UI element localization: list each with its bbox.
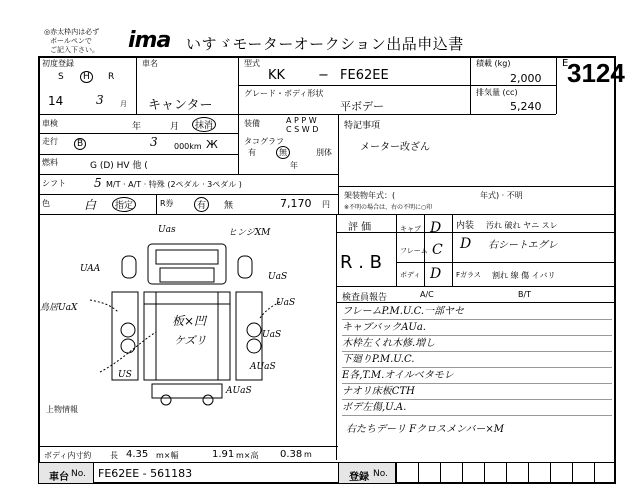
inner-height: 0.38 [280,449,303,460]
chassis-no-label: No. [71,469,86,479]
special-notes-text: メーター改ざん [360,142,430,153]
chassis-number: FE62EE - 561183 [98,467,193,480]
diagram-note: Uas [158,225,176,235]
month-unit: 月 [120,100,127,108]
instruction-note [44,28,99,55]
front-right-wheel [238,256,252,278]
equipment-year-label: 架装物年式：( [344,191,396,200]
inspection-label: 車検 [42,119,58,128]
shift-value: 5 [94,176,102,190]
shift-label: シフト [42,179,66,188]
mileage-value: 3 [150,135,158,149]
diagram-note: ヒンジXM [228,228,271,238]
inspector-note-line: キャブバックAUa. [342,320,612,336]
height-label: m×高 [236,451,259,460]
inner-width: 1.91 [212,449,235,460]
inspector-note-line: フレームP.M.U.C.一部ヤセ [342,304,612,320]
special-notes-label: 特記事項 [344,121,381,131]
instruction-note-line: ご記入下さい。 [50,46,99,54]
interior-score: D [460,236,472,252]
width-label: m×幅 [156,451,179,460]
cab-label: キャブ [400,225,421,233]
recycle-unit: 円 [322,200,330,209]
model-label: 型式 [244,59,260,68]
inspector-notes [342,304,612,416]
interior-condition-note: 右シートエグレ [488,240,558,251]
color-value: 白 [84,198,97,212]
bt-label: B/T [518,290,532,299]
first-registration-label: 初度登録 [42,59,74,68]
inspector-note-line: E各,T.M.オイルベタモレ [342,368,612,384]
registration-no-label: No. [373,469,388,479]
tacho-yes: 有 [248,148,256,157]
mileage-code: B [74,138,86,150]
rear-light-left [161,395,171,405]
fuel-options: G (D) HV 他 ( [90,161,148,171]
first-reg-year: 14 [48,94,64,108]
cab-score: D [430,220,442,236]
tacho-separate: 別体 [316,148,332,157]
glass-condition-options: 割れ 線 傷 イバリ [492,271,556,280]
registration-number-label-cell [338,462,396,484]
cab-roof [160,268,214,282]
equipment-codes: A P P W [286,116,317,125]
diagram-note: AUaS [250,362,276,372]
rear-light-right [203,395,213,405]
frame-score: C [432,242,443,258]
displacement-value: 5,240 [510,100,542,113]
diagram-note: UaS [262,330,282,340]
diagram-note: 板×凹 [172,314,207,328]
windshield [156,250,218,264]
upper-info-label: 上物情報 [46,405,78,414]
front-left-wheel [122,256,136,278]
rear-right-wheel-2 [247,339,261,353]
era-r: R [108,72,115,82]
color-designated: 指定 [112,197,136,212]
tacho-label: タコグラフ [244,137,284,146]
rear-right-wheel [247,323,261,337]
rear-left-wheel [121,323,135,337]
lot-prefix: E [562,58,569,69]
capacity-label: 積載 (kg) [476,59,511,68]
evaluation-label: 評 価 [348,222,372,233]
inspector-note-line: ボデ左傷,U.A. [342,400,612,416]
body-label: ボディ [400,271,421,279]
shift-options: M/T · A/T · 特殊 (2ペダル · 3ペダル ) [106,180,242,189]
deregistered-mark: 抹消 [192,117,216,132]
diagram-note: UaS [276,298,296,308]
form-title: いすゞモーターオークション出品申込書 [186,35,464,53]
model-code: FE62EE [340,68,389,83]
equipment-year-note: ※不明の場合は、右の不明に○印 [344,204,433,211]
equipment-codes-2: C S W D [286,125,319,134]
first-reg-month: 3 [96,93,104,107]
diagram-note: ケズリ [174,334,207,347]
instruction-note-line: ボールペンで [50,37,92,45]
model-dash: − [318,68,329,83]
interior-label: 内装 [456,221,475,231]
length-label: 長 [110,451,118,460]
diagram-note: US [118,370,132,380]
registration-number-boxes [396,462,616,484]
era-h: H [80,71,93,83]
inspector-bottom-note: 右たちデーリ Fクロスメンバー×M [346,424,505,435]
era-s: S [58,72,64,82]
chassis-label: 車台 [49,472,69,483]
registration-label: 登録 [349,472,369,483]
displacement-label: 排気量 (cc) [476,88,518,97]
inspector-note-line: ナオリ床板CTH [342,384,612,400]
lot-number: 3124 [567,58,625,88]
recycle-none: 無 [224,201,234,211]
tacho-none: 無 [276,146,290,159]
instruction-note-line: ◎赤太枠内は必ず [44,28,100,36]
ima-logo: ima [128,28,171,53]
frame-label: フレーム [400,247,428,255]
mileage-unit: 000km [174,142,202,151]
recycle-label: R券 [160,199,174,208]
color-label: 色 [42,199,50,208]
diagram-note: UaS [268,272,288,282]
capacity-value: 2,000 [510,72,542,85]
inner-length: 4.35 [126,449,149,460]
fuel-label: 燃料 [42,158,58,167]
height-unit: m [304,450,312,459]
tacho-year: 年 [290,161,298,170]
evaluation-score: R . B [340,252,383,273]
equipment-label: 装備 [244,119,260,128]
ac-label: A/C [420,290,434,299]
inspector-note-line: 下廻りP.M.U.C. [342,352,612,368]
chassis-number-label-cell [38,462,94,484]
recycle-amount: 7,170 [280,197,312,210]
car-name-label: 車名 [142,59,158,68]
inspection-month-label: 月 [170,122,180,132]
car-name: キャンター [148,98,213,113]
recycle-yes: 有 [194,197,209,212]
mileage-flag: Ж [206,138,218,151]
inspector-note-line: 木枠左くれ木修.増し [342,336,612,352]
inspector-report-label: 検査員報告 [342,293,388,303]
glass-label: Fガラス [456,271,481,279]
diagram-note: UAA [80,264,101,274]
mileage-label: 走行 [42,137,58,146]
model-prefix: KK [268,68,286,83]
equipment-year-unit: 年式) · 不明 [480,191,523,200]
diagram-note: AUaS [226,386,252,396]
rear-left-wheel-2 [121,339,135,353]
interior-condition-options: 汚れ 破れ ヤニ スレ [486,221,558,230]
inner-size-label: ボディ内寸約 [44,451,92,460]
body-score: D [430,266,442,282]
diagram-note: 鳥居UaX [40,303,78,313]
grade-label: グレード・ボディ形状 [244,89,324,98]
inspection-year-label: 年 [132,122,142,132]
grade-value: 平ボデー [340,100,384,113]
